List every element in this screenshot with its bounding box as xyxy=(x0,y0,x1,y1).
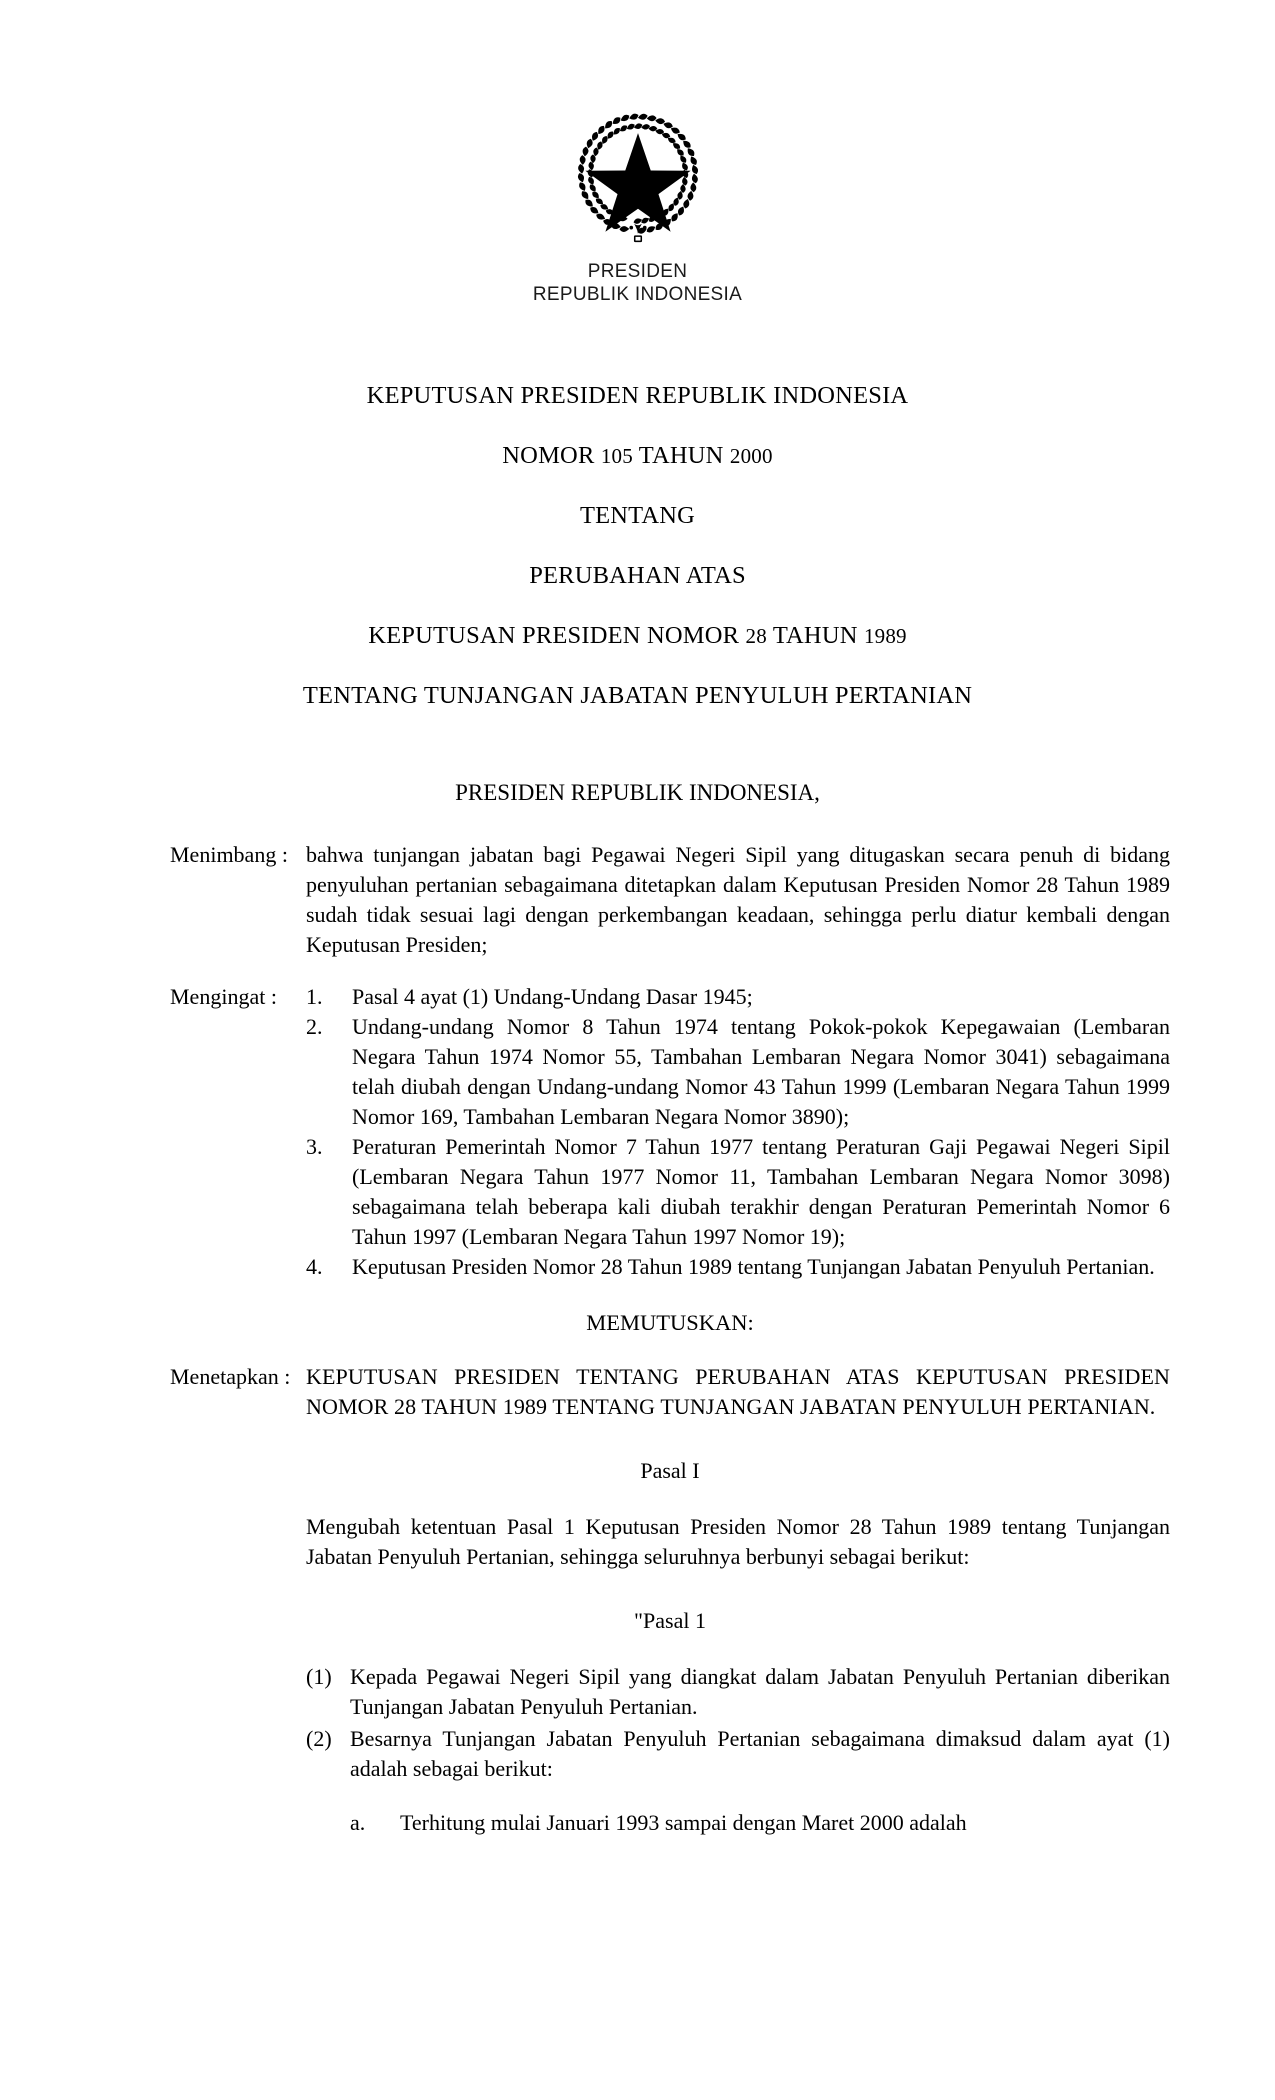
emblem-caption-line-2: REPUBLIK INDONESIA xyxy=(532,284,743,305)
list-item-text: Peraturan Pemerintah Nomor 7 Tahun 1977 tentang Peraturan Gaji Pegawai Negeri Sipil (Lembaran Negara Tahun 1977 Nomor 11, Tambahan Lembaran Negara Nomor 3098) sebagaimana telah beberapa kali diubah terakhir dengan Peraturan Pemerintah Nomor 6 Tahun 1997 (Lembaran Negara Tahun 1997 Nomor 19); xyxy=(352,1134,1170,1249)
document-title-block xyxy=(90,382,1185,710)
opening-line-presiden: PRESIDEN REPUBLIK INDONESIA, xyxy=(455,780,820,805)
title-line-1: KEPUTUSAN PRESIDEN REPUBLIK INDONESIA xyxy=(366,382,909,409)
list-item-text: Keputusan Presiden Nomor 28 Tahun 1989 tentang Tunjangan Jabatan Penyuluh Pertanian. xyxy=(352,1254,1155,1279)
title-nomor-prefix: NOMOR xyxy=(502,442,601,469)
title-ref-mid: TAHUN xyxy=(766,622,864,649)
quoted-pasal-1-heading: "Pasal 1 xyxy=(634,1608,706,1633)
list-item xyxy=(306,1724,1170,1784)
list-item-text: Undang-undang Nomor 8 Tahun 1974 tentang Pokok-pokok Kepegawaian (Lembaran Negara Tahun 1974 Nomor 55, Tambahan Lembaran Negara Nomor 3041) sebagaimana telah diubah dengan Undang-undang Nomor 43 Tahun 1999 (Lembaran Negara Tahun 1999 Nomor 169, Tambahan Lembaran Negara Nomor 3890); xyxy=(352,1014,1170,1129)
title-line-4-perubahan: PERUBAHAN ATAS xyxy=(529,562,746,589)
list-item xyxy=(306,1132,1170,1252)
mengingat-body xyxy=(306,982,1170,1282)
list-item xyxy=(306,1252,1170,1282)
title-tahun-value: 2000 xyxy=(729,444,773,468)
quoted-pasal-1-list xyxy=(306,1662,1170,1784)
title-line-3-tentang: TENTANG xyxy=(579,502,696,529)
title-nomor-mid: TAHUN xyxy=(632,442,730,469)
list-item-marker: 4. xyxy=(306,1254,323,1279)
list-item-marker: 3. xyxy=(306,1134,323,1159)
menimbang-text: bahwa tunjangan jabatan bagi Pegawai Negeri Sipil yang ditugaskan secara penuh di bidang penyuluhan pertanian sebagaimana ditetapkan dalam Keputusan Presiden Nomor 28 Tahun 1989 sudah tidak sesuai lagi dengan perkembangan keadaan, sehingga perlu diatur kembali dengan Keputusan Presiden; xyxy=(306,842,1170,957)
list-item-marker: a. xyxy=(350,1810,366,1835)
list-item-marker: (2) xyxy=(306,1726,332,1751)
mengingat-list xyxy=(306,982,1170,1282)
emblem-caption-line-1: PRESIDEN xyxy=(587,261,688,282)
list-item-text: Besarnya Tunjangan Jabatan Penyuluh Pertanian sebagaimana dimaksud dalam ayat (1) adalah sebagai berikut: xyxy=(350,1726,1170,1781)
list-item xyxy=(306,982,1170,1012)
list-item-text: Kepada Pegawai Negeri Sipil yang diangkat dalam Jabatan Penyuluh Pertanian diberikan Tunjangan Jabatan Penyuluh Pertanian. xyxy=(350,1664,1170,1719)
title-line-6-subject: TENTANG TUNJANGAN JABATAN PENYULUH PERTANIAN xyxy=(302,682,973,709)
list-item-text: Pasal 4 ayat (1) Undang-Undang Dasar 1945; xyxy=(352,984,753,1009)
list-item-text: Terhitung mulai Januari 1993 sampai dengan Maret 2000 adalah xyxy=(400,1810,967,1835)
list-item xyxy=(350,1808,1170,1838)
menimbang-label: Menimbang : xyxy=(170,842,288,867)
emblem-caption xyxy=(0,260,1275,306)
list-item-marker: 2. xyxy=(306,1014,323,1039)
pasal-i-heading: Pasal I xyxy=(640,1458,700,1483)
title-ref-prefix: KEPUTUSAN PRESIDEN NOMOR xyxy=(368,622,746,649)
title-line-5-keppres-ref xyxy=(90,622,1185,650)
emblem-block xyxy=(0,110,1275,306)
clause-mengingat xyxy=(170,982,1170,1282)
memutuskan-heading: MEMUTUSKAN: xyxy=(586,1310,754,1335)
title-line-2-nomor xyxy=(90,442,1185,470)
menetapkan-label: Menetapkan : xyxy=(170,1364,291,1389)
pasal-i-paragraph-text: Mengubah ketentuan Pasal 1 Keputusan Presiden Nomor 28 Tahun 1989 tentang Tunjangan Jabatan Penyuluh Pertanian, sehingga seluruhnya berbunyi sebagai berikut: xyxy=(306,1514,1170,1569)
title-ref-nomor: 28 xyxy=(745,624,767,648)
menetapkan-text: KEPUTUSAN PRESIDEN TENTANG PERUBAHAN ATAS KEPUTUSAN PRESIDEN NOMOR 28 TAHUN 1989 TENTANG TUNJANGAN JABATAN PENYULUH PERTANIAN. xyxy=(306,1364,1170,1419)
mengingat-label: Mengingat : xyxy=(170,984,277,1009)
list-item xyxy=(306,1662,1170,1722)
quoted-pasal-1-sublist xyxy=(350,1808,1170,1838)
title-nomor-value: 105 xyxy=(600,444,633,468)
garuda-star-wreath-emblem xyxy=(558,110,718,245)
title-ref-tahun: 1989 xyxy=(863,624,907,648)
list-item-marker: 1. xyxy=(306,984,323,1009)
clause-menimbang xyxy=(170,840,1170,960)
list-item xyxy=(306,1012,1170,1132)
pasal-i-paragraph xyxy=(306,1512,1170,1572)
clause-menetapkan xyxy=(170,1362,1170,1422)
document-body xyxy=(170,840,1170,1838)
list-item-marker: (1) xyxy=(306,1664,332,1689)
